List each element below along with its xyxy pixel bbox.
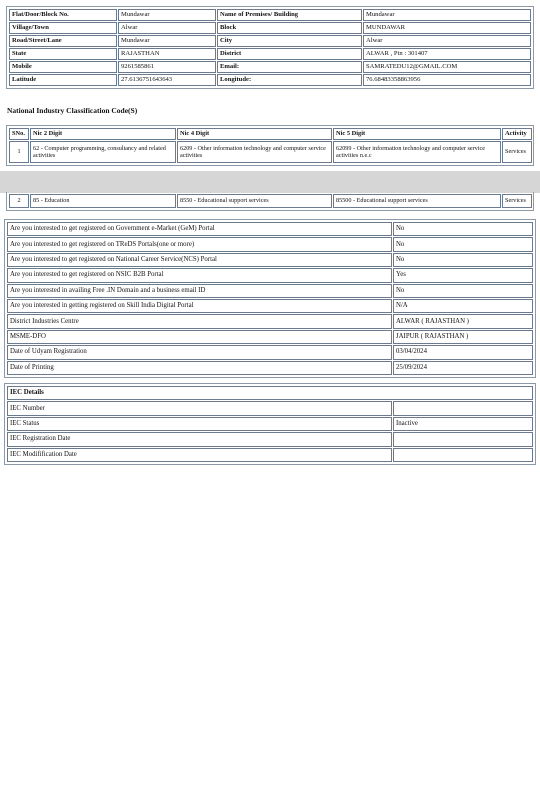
address-label: Name of Premises/ Building [217, 9, 362, 21]
question-row [7, 284, 533, 298]
question-label: Date of Udyam Registration [7, 345, 392, 359]
question-row [7, 361, 533, 375]
address-row [9, 35, 531, 47]
address-value: 9261585861 [118, 61, 216, 73]
address-label: City [217, 35, 362, 47]
question-label: Date of Printing [7, 361, 392, 375]
nic-cell-2digit: 85 - Education [30, 194, 176, 208]
address-row [9, 74, 531, 86]
question-label: Are you interested to get registered on NSIC B2B Portal [7, 268, 392, 282]
address-label: State [9, 48, 117, 60]
nic-row [9, 194, 532, 208]
nic-cell-activity: Services [502, 141, 532, 163]
nic-heading: National Industry Classification Code(S) [7, 106, 138, 115]
address-row [9, 9, 531, 21]
address-row [9, 48, 531, 60]
nic-cell-5digit: 85500 - Educational support services [333, 194, 501, 208]
nic-cell-activity: Services [502, 194, 532, 208]
question-row [7, 330, 533, 344]
iec-value [393, 432, 533, 446]
question-label: Are you interested in getting registered on Skill India Digital Portal [7, 299, 392, 313]
iec-label: IEC Status [7, 417, 392, 431]
nic-cell-4digit: 6209 - Other information technology and computer service activities [177, 141, 332, 163]
question-row [7, 299, 533, 313]
iec-value [393, 401, 533, 415]
question-label: Are you interested to get registered on Government e-Market (GeM) Portal [7, 222, 392, 236]
address-label: Latitude [9, 74, 117, 86]
question-answer: No [393, 222, 533, 236]
address-value: MUNDAWAR [363, 22, 531, 34]
question-answer: Yes [393, 268, 533, 282]
question-row [7, 237, 533, 251]
iec-row [7, 401, 533, 415]
address-label: Flat/Door/Block No. [9, 9, 117, 21]
address-value: Alwar [118, 22, 216, 34]
registration-questions-frame [4, 219, 536, 378]
iec-heading: IEC Details [7, 386, 533, 400]
iec-details-table [6, 385, 534, 463]
address-table-frame [6, 6, 534, 89]
question-answer: No [393, 284, 533, 298]
registration-questions-table [6, 221, 534, 376]
nic-table-continued-frame [6, 192, 534, 211]
address-label: Longitude: [217, 74, 362, 86]
iec-label: IEC Registration Date [7, 432, 392, 446]
question-label: Are you interested in availing Free .IN Domain and a business email ID [7, 284, 392, 298]
nic-table-continued [8, 193, 533, 209]
address-table [8, 8, 532, 87]
iec-heading-row [7, 386, 533, 400]
nic-cell-sno: 2 [9, 194, 29, 208]
address-row [9, 22, 531, 34]
address-value: 76.68483358863956 [363, 74, 531, 86]
question-row [7, 222, 533, 236]
question-answer: JAIPUR ( RAJASTHAN ) [393, 330, 533, 344]
page-break-band [0, 171, 540, 193]
iec-row [7, 448, 533, 462]
address-value: 27.6136751643643 [118, 74, 216, 86]
address-label: Road/Street/Lane [9, 35, 117, 47]
address-label: Village/Town [9, 22, 117, 34]
address-row [9, 61, 531, 73]
address-value: Mundawar [118, 35, 216, 47]
question-answer: 25/09/2024 [393, 361, 533, 375]
iec-row [7, 417, 533, 431]
question-label: District Industries Centre [7, 314, 392, 328]
nic-header-2digit: Nic 2 Digit [30, 128, 176, 140]
question-label: Are you interested to get registered on National Career Service(NCS) Portal [7, 253, 392, 267]
question-answer: No [393, 253, 533, 267]
iec-label: IEC Number [7, 401, 392, 415]
address-value: RAJASTHAN [118, 48, 216, 60]
nic-cell-5digit: 62099 - Other information technology and computer service activities n.e.c [333, 141, 501, 163]
nic-row [9, 141, 532, 163]
address-value: Mundawar [118, 9, 216, 21]
question-row [7, 268, 533, 282]
iec-row [7, 432, 533, 446]
nic-cell-2digit: 62 - Computer programming, consultancy and related activities [30, 141, 176, 163]
question-answer: ALWAR ( RAJASTHAN ) [393, 314, 533, 328]
nic-header-5digit: Nic 5 Digit [333, 128, 501, 140]
iec-label: IEC Modifification Date [7, 448, 392, 462]
nic-cell-sno: 1 [9, 141, 29, 163]
address-label: Email: [217, 61, 362, 73]
question-row [7, 253, 533, 267]
iec-value: Inactive [393, 417, 533, 431]
nic-table-frame [6, 125, 534, 166]
question-answer: 03/04/2024 [393, 345, 533, 359]
nic-header-row [9, 128, 532, 140]
question-label: MSME-DFO [7, 330, 392, 344]
question-row [7, 345, 533, 359]
question-answer: No [393, 237, 533, 251]
nic-table [8, 127, 533, 164]
nic-header-sno: SNo. [9, 128, 29, 140]
address-label: District [217, 48, 362, 60]
nic-header-activity: Activity [502, 128, 532, 140]
address-value: Mundawar [363, 9, 531, 21]
address-value: ALWAR , Pin : 301407 [363, 48, 531, 60]
address-label: Mobile [9, 61, 117, 73]
address-value: Alwar [363, 35, 531, 47]
question-row [7, 314, 533, 328]
nic-cell-4digit: 8550 - Educational support services [177, 194, 332, 208]
address-label: Block [217, 22, 362, 34]
iec-value [393, 448, 533, 462]
question-answer: N/A [393, 299, 533, 313]
nic-header-4digit: Nic 4 Digit [177, 128, 332, 140]
iec-details-frame [4, 383, 536, 465]
address-value: SAMRATEDU12@GMAIL.COM [363, 61, 531, 73]
question-label: Are you interested to get registered on TReDS Portals(one or more) [7, 237, 392, 251]
